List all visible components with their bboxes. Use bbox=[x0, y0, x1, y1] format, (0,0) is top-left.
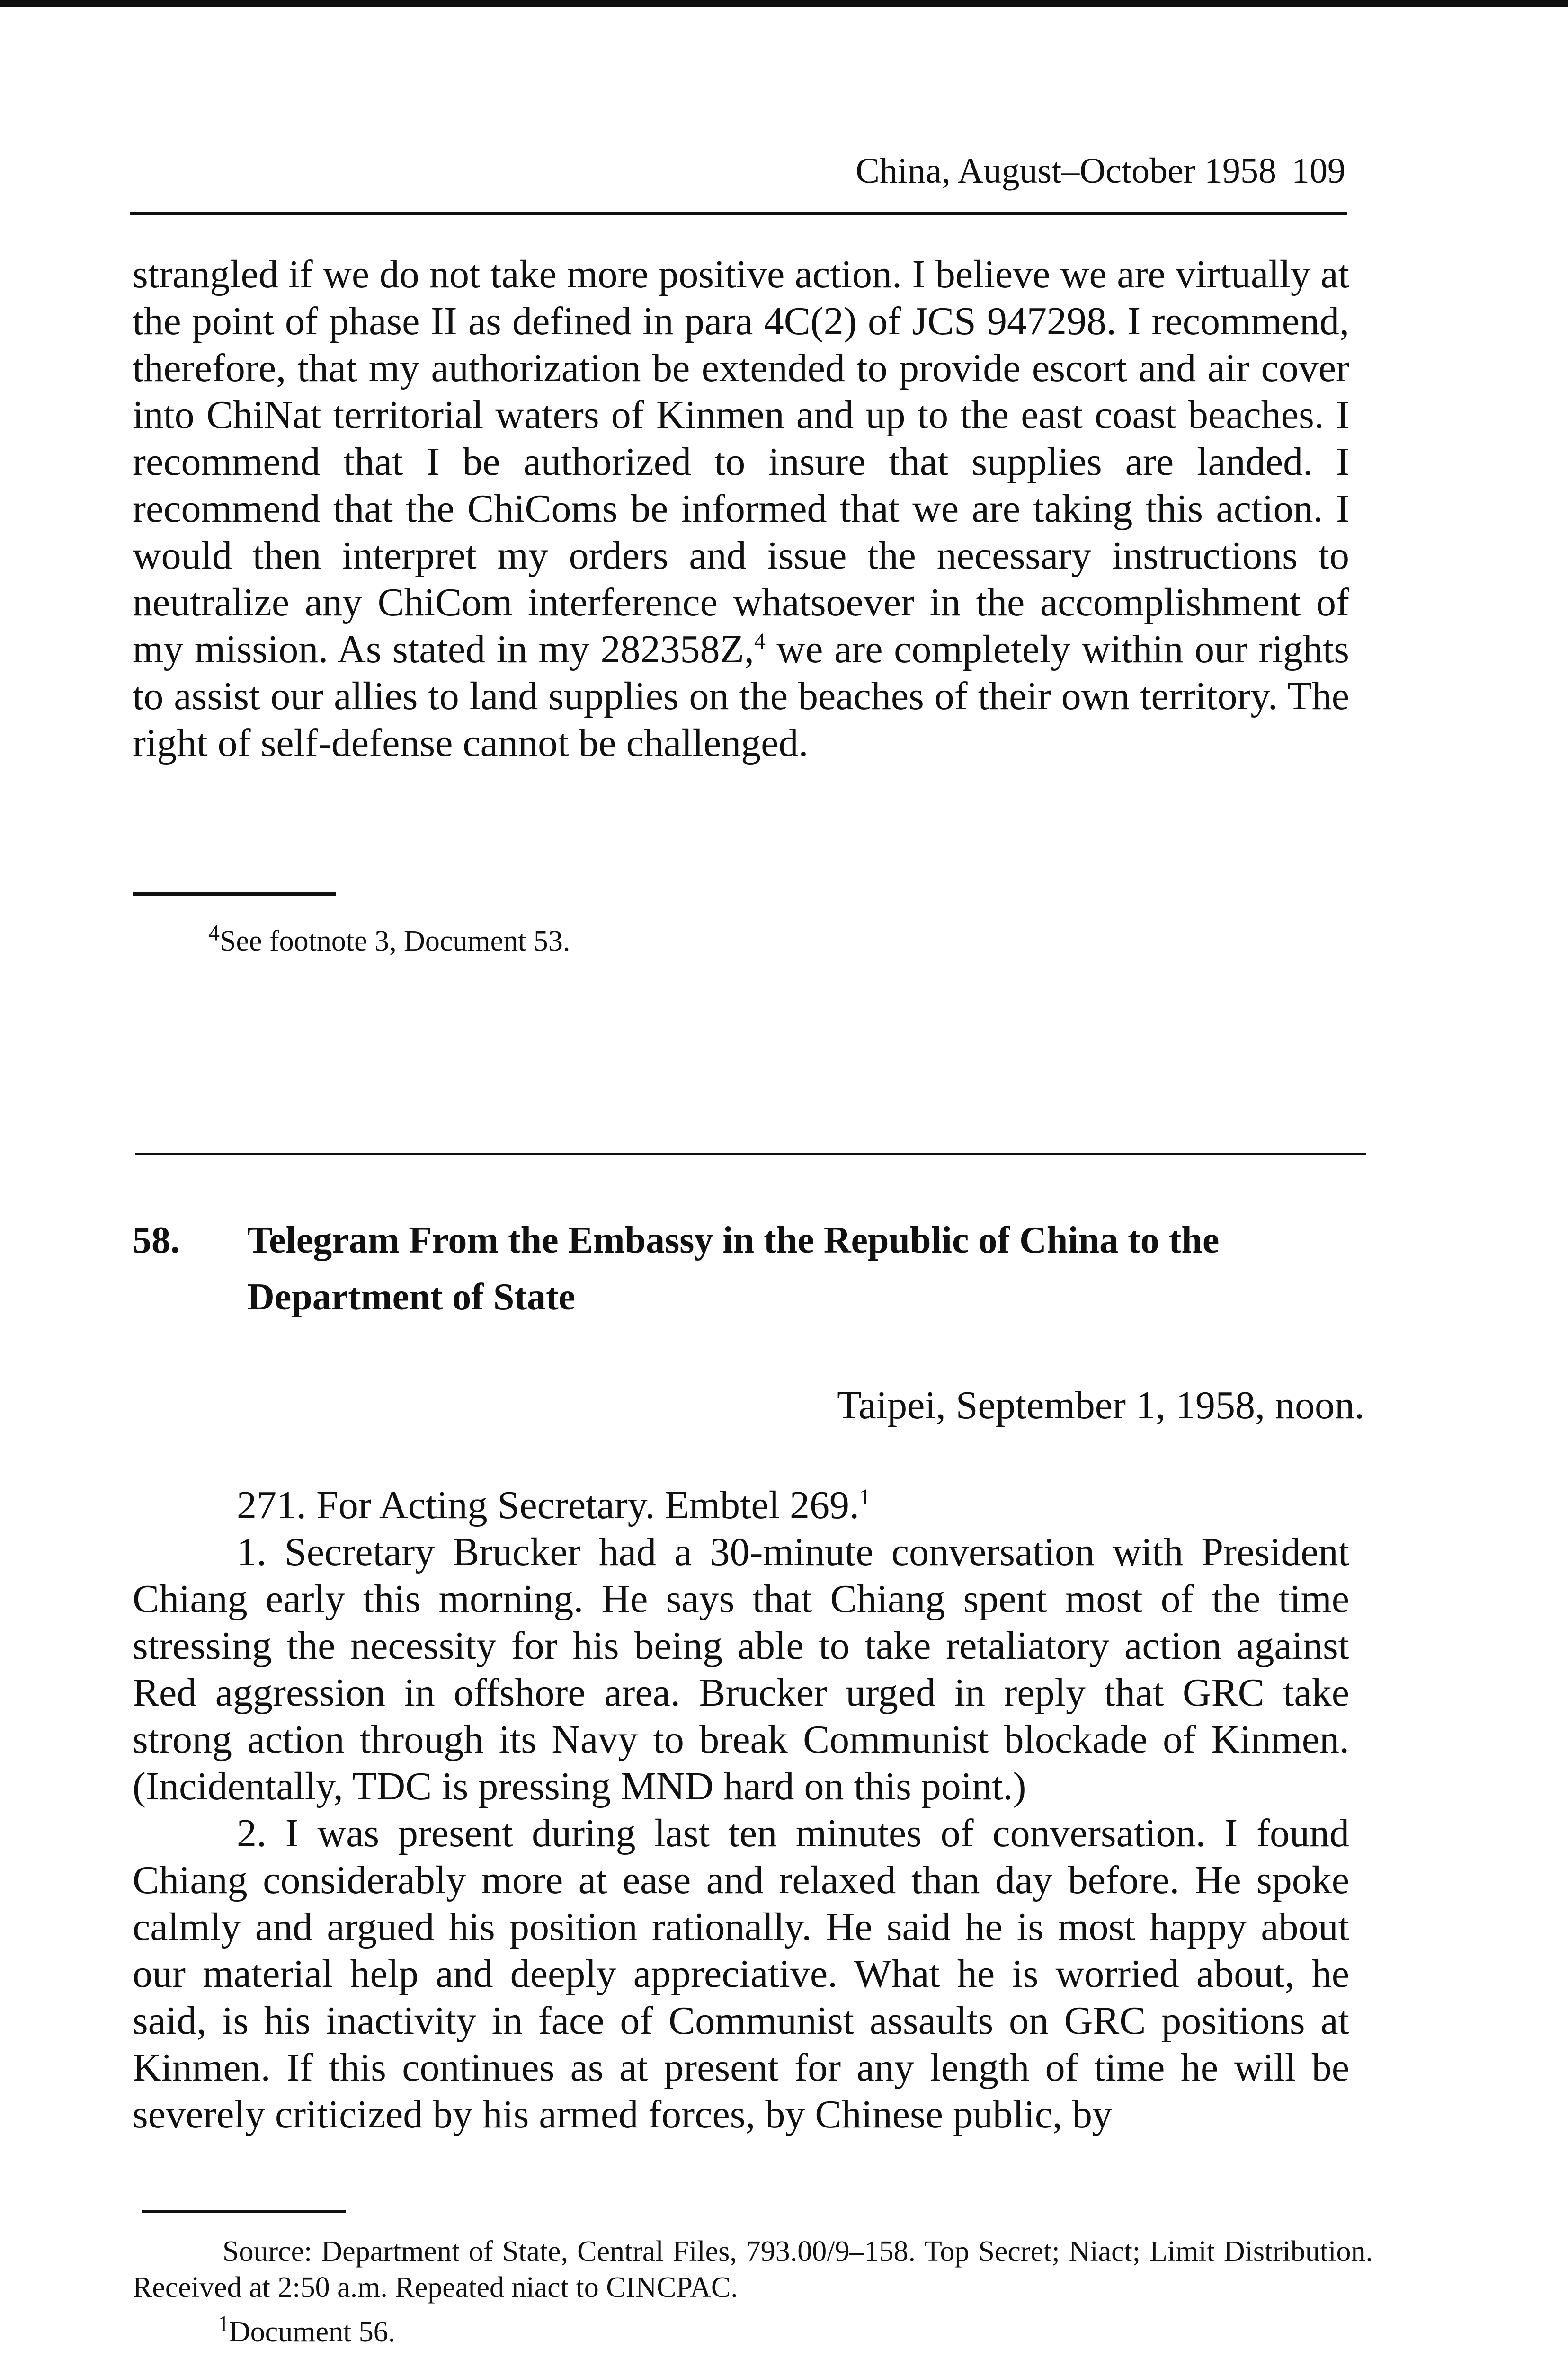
footnote-4 bbox=[208, 920, 1297, 959]
continuation-text-end: we are completely within our rights to assist our allies to land supplies on the beaches of their own territory. The right of self-defense cannot be challenged. bbox=[133, 627, 1349, 765]
running-title: China, August–October 1958 bbox=[855, 151, 1276, 191]
document-separator-rule bbox=[135, 1153, 1366, 1155]
footnote-1 bbox=[218, 2311, 1307, 2350]
continuation-text bbox=[133, 251, 1349, 766]
footnote-4-marker: 4 bbox=[208, 920, 220, 946]
dateline: Taipei, September 1, 1958, noon. bbox=[837, 1383, 1364, 1427]
continuation-text-start: strangled if we do not take more positive action. I believe we are virtually at the point of phase II as defined in para 4C(2) of JCS 947298. I recommend, therefore, that my authorization be extended to provide escort and air cover into ChiNat territorial waters of Kinmen and up to the east coast beaches. I recommend that I be authorized to insure that supplies are landed. I recommend that the ChiComs be informed that we are taking this action. I would then interpret my orders and issue the necessary instructions to neutralize any ChiCom interference whatsoever in the accomplishment of my mission. As stated in my 282358Z, bbox=[133, 252, 1349, 671]
page-number: 109 bbox=[1292, 151, 1345, 191]
telegram-paragraph-2: 2. I was present during last ten minutes of conversation. I found Chiang considerably more at ease and relaxed than day before. He spoke calmly and argued his position rationally. He said he is most happy about our material help and deeply appreciative. What he is worried about, he said, is his inactivity in face of Communist assaults on GRC positions at Kinmen. If this continues as at present for any length of time he will be severely criticized by his armed forces, by Chinese public, by bbox=[133, 1811, 1349, 2136]
telegram-body bbox=[133, 1482, 1349, 2138]
document-number: 58. bbox=[133, 1219, 180, 1261]
footnote-1-marker: 1 bbox=[218, 2311, 229, 2337]
telegram-opening-text: 271. For Acting Secretary. Embtel 269. bbox=[237, 1483, 859, 1527]
footnote-separator bbox=[133, 892, 336, 896]
source-note: Source: Department of State, Central Files, 793.00/9–158. Top Secret; Niact; Limit Distribution. Received at 2:50 a.m. Repeated niact to CINCPAC. bbox=[133, 2235, 1373, 2304]
source-note-separator bbox=[142, 2210, 346, 2213]
page-top-border bbox=[0, 0, 1568, 7]
footnote-ref-4: 4 bbox=[754, 629, 766, 654]
document-title: Telegram From the Embassy in the Republic of China to the Department of State bbox=[247, 1219, 1220, 1318]
footnote-1-text: Document 56. bbox=[229, 2316, 396, 2348]
telegram-paragraph-1: 1. Secretary Brucker had a 30-minute conversation with President Chiang early this morning. He says that Chiang spent most of the time stressing the necessity for his being able to take retaliatory action against Red aggression in offshore area. Brucker urged in reply that GRC take strong action through its Navy to break Communist blockade of Kinmen. (Incidentally, TDC is pressing MND hard on this point.) bbox=[133, 1530, 1349, 1808]
running-head bbox=[855, 151, 1345, 192]
header-rule bbox=[130, 212, 1347, 215]
footnote-ref-1: 1 bbox=[859, 1485, 871, 1510]
continuation-paragraph bbox=[133, 251, 1349, 766]
telegram-opening bbox=[133, 1482, 1349, 1529]
footnote-4-text: See footnote 3, Document 53. bbox=[220, 925, 570, 957]
